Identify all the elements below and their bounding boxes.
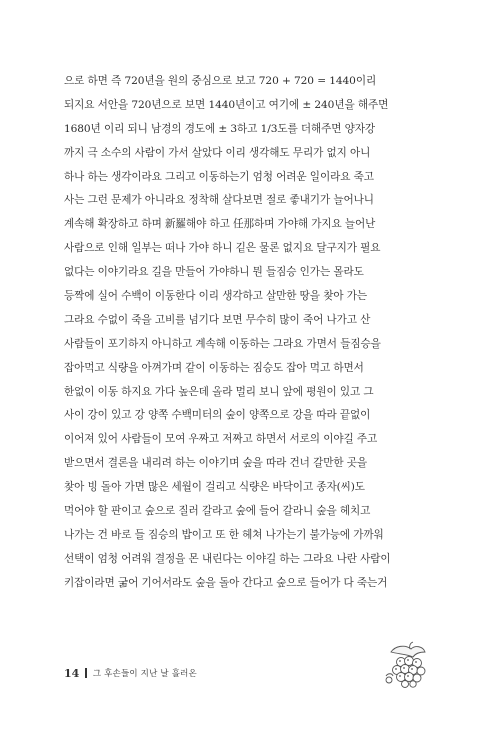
text-line: 이어져 있어 사람들이 모여 우짜고 저짜고 하면서 서로의 이야길 주고	[64, 433, 378, 446]
text-line: 없다는 이야기라요 길을 만들어 가야하니 뭔 들짐승 인가는 몰라도	[64, 266, 364, 279]
text-line: 찾아 빙 돌아 가면 많은 세월이 걸리고 식량은 바닥이고 종자(씨)도	[64, 481, 365, 494]
text-line: 먹어야 할 판이고 숲으로 질러 갈라고 숲에 들어 갈라니 숲을 헤치고	[64, 505, 371, 518]
text-line: 그라요 수없이 죽을 고비를 넘기다 보면 무수히 많이 죽어 나가고 산	[64, 313, 371, 326]
text-line: 으로 하면 즉 720년을 원의 중심으로 보고 720 + 720 = 1440이리	[64, 75, 377, 87]
text-line: 하나 하는 생각이라요 그리고 이동하는기 엄청 어려운 일이라요 죽고	[64, 170, 374, 183]
text-line: 등짝에 실어 수백이 이동한다 이리 생각하고 살만한 땅을 찾아 가는	[64, 290, 368, 303]
text-line: 까지 극 소수의 사람이 가서 살았다 이리 생각해도 무리가 없지 아니	[64, 146, 371, 159]
text-line: 선택이 엄청 어려워 결정을 몬 내린다는 이야길 하는 그라요 나란 사람이	[64, 552, 391, 565]
text-line: 받으면서 결론을 내리려 하는 이야기며 숲을 따라 건너 갈만한 곳을	[64, 457, 368, 470]
footer-divider	[85, 668, 87, 678]
running-title: 그 후손들이 지난 날 흘러온	[92, 669, 197, 679]
grapes-ornament-icon	[383, 640, 429, 688]
text-line: 사람으로 인해 일부는 떠나 가야 하니 깉은 물론 없지요 달구지가 필요	[64, 242, 381, 255]
text-line: 잡아먹고 식량을 아껴가며 같이 이동하는 짐승도 잡아 먹고 하면서	[64, 361, 364, 374]
text-line: 키잡이라면 굶어 기어서라도 숲을 돌아 간다고 숲으로 들어가 다 죽는거	[64, 576, 388, 589]
body-text	[64, 70, 440, 596]
text-line: 한없이 이동 하지요 가다 높은데 올라 멀리 보니 앞에 평원이 있고 그	[64, 385, 374, 398]
text-line: 1680년 이리 되니 남경의 경도에 ± 3하고 1/3도를 더해주면 양자강	[64, 122, 376, 135]
text-line: 사람들이 포기하지 아니하고 계속해 이동하는 그라요 가면서 들짐승을	[64, 337, 381, 350]
text-line: 사이 강이 있고 강 양쪽 수백미터의 숲이 양쪽으로 강을 따라 끝없이	[64, 409, 371, 422]
page-footer	[64, 665, 197, 681]
text-line: 계속해 확장하고 하며 新羅해야 하고 任那하며 가야해 가지요 늘어난	[64, 218, 376, 231]
text-line: 사는 그런 문제가 아니라요 정착해 살다보면 절로 좋내기가 늘어나니	[64, 194, 374, 207]
text-line: 나가는 건 바로 들 짐승의 밥이고 또 한 헤쳐 나가는기 불가능에 가까워	[64, 528, 384, 541]
page-number: 14	[64, 666, 80, 680]
text-line: 되지요 서안을 720년으로 보면 1440년이고 여기에 ± 240년을 해주면	[64, 98, 389, 111]
